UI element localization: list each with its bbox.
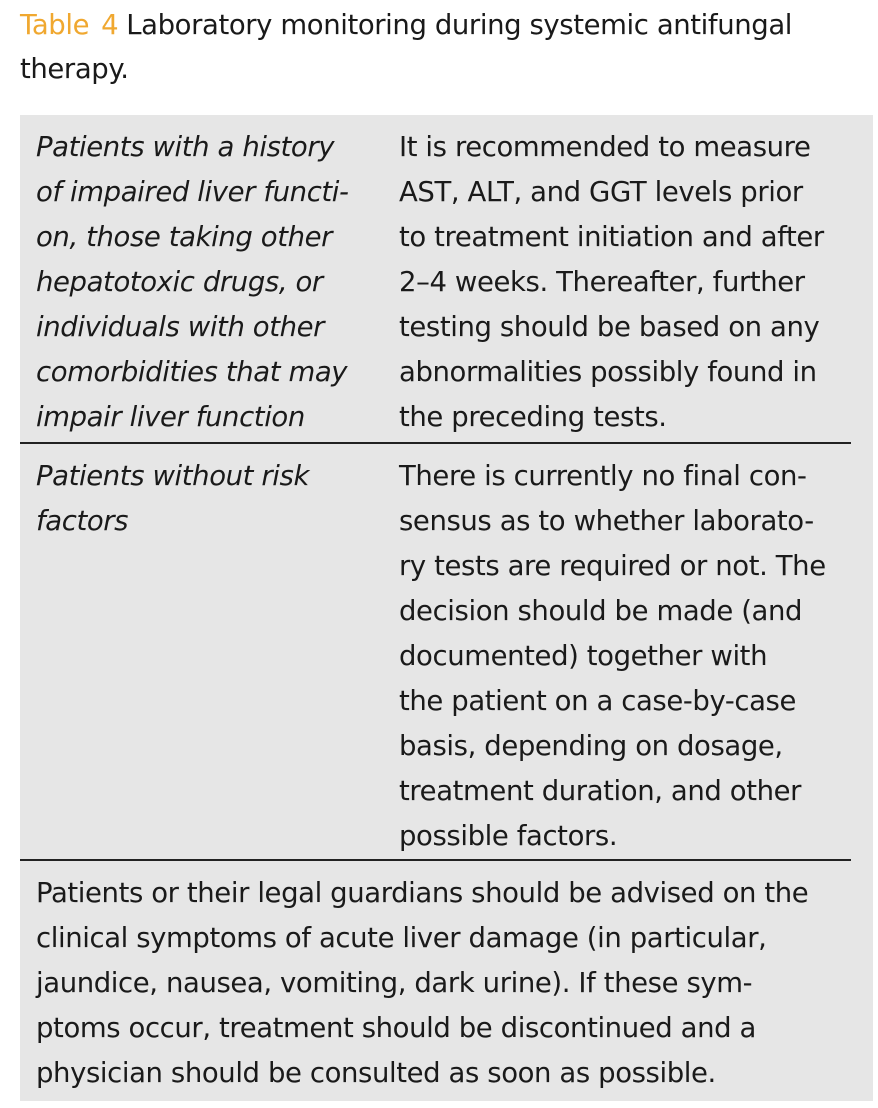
recommendation-cell: It is recommended to measure AST, ALT, and GGT levels prior to treatment initiation and after 2–4 weeks. Thereafter, further testing should be based on any abnormalities possibly found in the preceding tests. <box>399 131 824 433</box>
table-footnote: Patients or their legal guardians should be advised on the clinical symptoms of acute liver damage (in particular, jaundice, nausea, vomiting, dark urine). If these sym- ptoms occur, treatment should be discontinued and a physician should be consulted as soon as possible. <box>36 877 809 1089</box>
table-label: Table <box>20 9 90 41</box>
table-row <box>20 115 851 444</box>
recommendation-cell: There is currently no final con- sensus as to whether laborato- ry tests are required or not. The decision should be made (and documented) together with the patient on a case-by-case basis, depending on dosage, treatment duration, and other possible factors. <box>399 460 826 852</box>
condition-cell: Patients without risk factors <box>36 460 309 537</box>
table-caption <box>20 3 870 91</box>
table-title-line-1: Laboratory monitoring during systemic antifungal <box>126 9 793 41</box>
condition-cell: Patients with a history of impaired liver functi- on, those taking other hepatotoxic drugs, or individuals with other comorbidities that may impair liver function <box>36 131 349 433</box>
monitoring-table <box>20 115 873 1101</box>
table-number: 4 <box>101 9 119 41</box>
table-row <box>20 444 851 861</box>
table-title-line-2: therapy. <box>20 53 129 85</box>
